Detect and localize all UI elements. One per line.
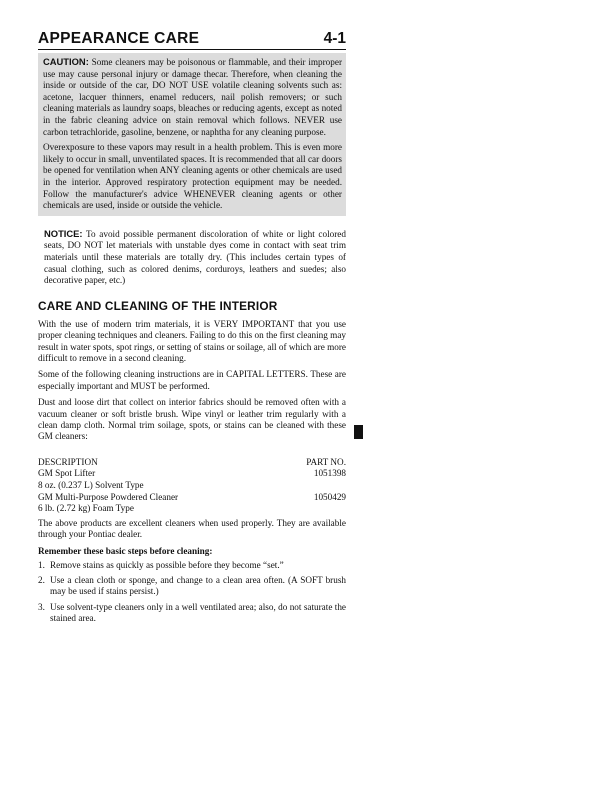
caution-box [38, 53, 346, 216]
page-header [38, 30, 346, 50]
table-row [38, 468, 346, 480]
page-number: 4-1 [323, 30, 346, 47]
notice-paragraph [44, 228, 346, 287]
parts-footer: The above products are excellent cleaners when used properly. They are available through your Pontiac dealer. [38, 517, 346, 540]
manual-page [38, 30, 346, 629]
section-paragraph-2: Some of the following cleaning instructions are in CAPITAL LETTERS. These are especially important and MUST be performed. [38, 369, 346, 391]
caution-paragraph-1 [43, 56, 342, 138]
parts-table-header [38, 457, 346, 469]
caution-paragraph-2: Overexposure to these vapors may result in a health problem. This is even more likely to occur in small, unventilated spaces. It is recommended that all car doors be opened for ventilation when ANY cleaning agents or other chemicals are used in the interior. Approved respiratory protection equipment may be needed. Follow the manufacturer's advice WHENEVER cleaning agents or other chemicals are used, inside or outside the vehicle. [43, 142, 342, 211]
list-item [38, 560, 346, 571]
part-description: GM Multi-Purpose Powdered Cleaner [38, 491, 179, 502]
part-description: 6 lb. (2.72 kg) Foam Type [38, 503, 134, 514]
list-item [38, 602, 346, 625]
table-row [38, 480, 346, 492]
step-text: Use a clean cloth or sponge, and change to a clean area often. (A SOFT brush may be used if stains persist.) [50, 574, 346, 597]
step-number: 1. [38, 559, 45, 570]
step-text: Remove stains as quickly as possible before they become “set.” [50, 559, 284, 570]
step-number: 2. [38, 574, 45, 585]
section-heading: CARE AND CLEANING OF THE INTERIOR [38, 298, 278, 313]
table-row [38, 492, 346, 504]
section-paragraph-1: With the use of modern trim materials, it is VERY IMPORTANT that you use proper cleaning techniques and cleaners. Failing to do this on the first cleaning may result in water spots, spot rings, or setting of stains or soilage, all of which are more difficult to remove in a second cleaning. [38, 318, 346, 363]
notice-label: NOTICE: [44, 227, 83, 239]
caution-text-1: Some cleaners may be poisonous or flammable, and their improper use may cause personal injury or damage thecar. Therefore, when cleaning the inside or outside of the car, DO NOT USE volatile cleaning solvents such as: acetone, lacquer thinners, enamel reducers, nail polish removers; or such cleaning materials as laundry soaps, bleaches or reducing agents, except as noted in the fabric cleaning advice on stain removal which follows. NEVER use carbon tetrachloride, gasoline, benzene, or naphtha for any cleaning purpose. [43, 57, 343, 137]
step-text: Use solvent-type cleaners only in a well ventilated area; also, do not saturate the stained area. [50, 601, 346, 624]
steps-list [38, 560, 346, 625]
part-number: 1050429 [313, 491, 346, 502]
parts-table [38, 457, 346, 515]
page-title: APPEARANCE CARE [38, 30, 200, 47]
col-description: DESCRIPTION [38, 456, 98, 467]
table-row [38, 503, 346, 515]
notice-text: To avoid possible permanent discoloration of white or light colored seats, DO NOT let materials with unstable dyes come in contact with seat trim materials until these materials are totally dry. (This includes certain types of casual clothing, such as colored denims, corduroys, leathers and suedes; also decorative paper, etc.) [44, 228, 346, 286]
section-tab-marker [354, 425, 363, 439]
part-number: 1051398 [313, 468, 346, 479]
list-item [38, 575, 346, 598]
steps-heading: Remember these basic steps before cleaning: [38, 545, 213, 556]
col-part-no: PART NO. [306, 456, 346, 467]
step-number: 3. [38, 601, 45, 612]
section-paragraph-3: Dust and loose dirt that collect on interior fabrics should be removed often with a vacuum cleaner or soft bristle brush. Wipe vinyl or leather trim regularly with a clean damp cloth. Normal trim soilage, spots, or stains can be cleaned with these GM cleaners: [38, 397, 346, 442]
part-description: 8 oz. (0.237 L) Solvent Type [38, 479, 144, 490]
caution-label: CAUTION: [43, 56, 89, 67]
part-description: GM Spot Lifter [38, 468, 96, 479]
